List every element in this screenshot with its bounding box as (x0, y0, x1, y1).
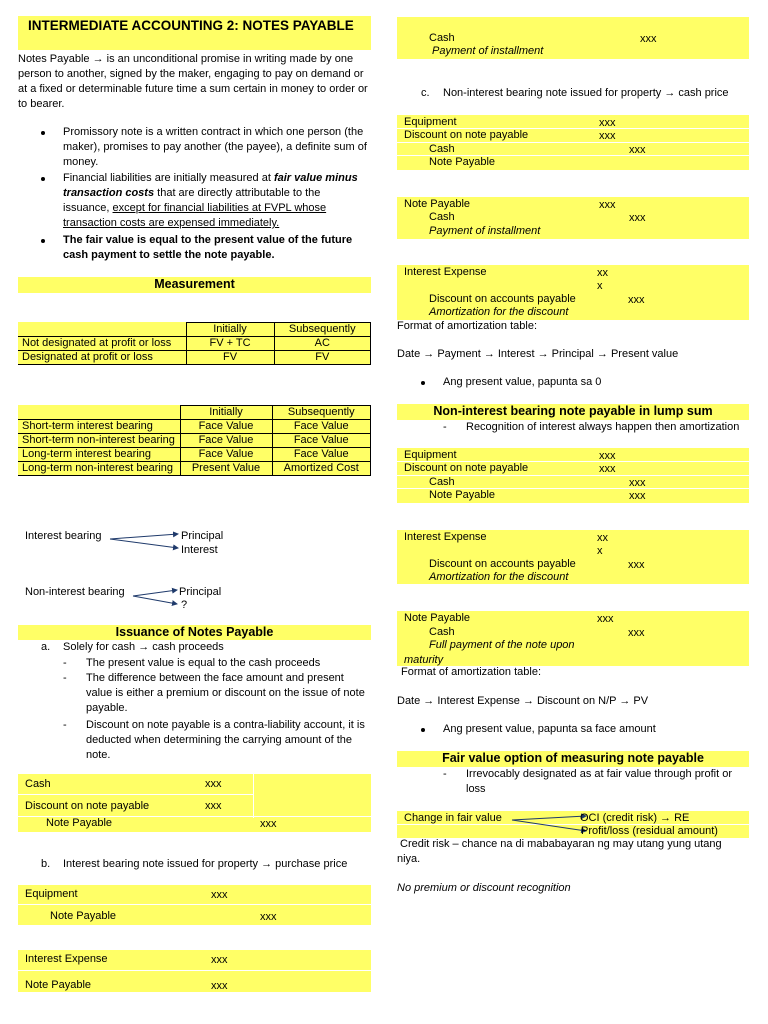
entry-amount: xxx (629, 212, 646, 224)
amortization-note: Ang present value, papunta sa 0 (443, 376, 602, 388)
credit-risk-note: Credit risk – chance na di mababayaran ng may utang yung utang niya. (397, 838, 722, 865)
no-premium-note: No premium or discount recognition (397, 882, 571, 894)
table-header-cell (18, 406, 180, 420)
entry-account: Cash (429, 476, 455, 488)
issuance-a-item: Discount on note payable is a contra-liability account, it is deducted when determining the carrying amount of the note. (86, 719, 365, 761)
entry-amount-wrap: x (597, 545, 603, 557)
issuance-a-item: The present value is equal to the cash proceeds (86, 657, 321, 669)
fvo-note: Irrevocably designated as at fair value through profit or loss (466, 768, 732, 795)
amortization-format-label: Format of amortization table: (401, 666, 542, 678)
entry-amount: xxx (205, 778, 222, 790)
list-letter: c. (421, 87, 430, 99)
table-cell: FV (186, 351, 274, 365)
entry-amount: xxx (640, 33, 657, 45)
entry-amount: xxx (629, 144, 646, 156)
entry-account: Cash (429, 143, 455, 155)
entry-amount: xx (597, 267, 608, 279)
table-cell: Short-term interest bearing (18, 420, 180, 434)
table-cell: Long-term interest bearing (18, 448, 180, 462)
entry-account: Equipment (404, 116, 457, 128)
measurement-heading: Measurement (154, 277, 235, 291)
non-interest-bearing-principal: Principal (179, 586, 222, 598)
entry-account: Cash (429, 32, 455, 44)
entry-amount: xxx (599, 463, 616, 475)
entry-account: Discount on accounts payable (429, 293, 576, 305)
entry-amount: xx (597, 532, 608, 544)
bullet-financial-liabilities: Financial liabilities are initially measured at fair value minus transaction costs that are directly attributable to the issuance, except for financial liabilities at FVPL whose transaction costs are expensed immediately. (63, 172, 358, 229)
dash: - (63, 719, 67, 731)
entry-memo: Amortization for the discount (429, 571, 569, 583)
entry-amount: xxx (205, 800, 222, 812)
intro-paragraph: Notes Payable → is an unconditional promise in writing made by one person to another, signed by the maker, engaging to pay on demand or at a fixed or determinable future time a sum certain in money to order or to bearer. (18, 53, 368, 110)
bullet-dot (41, 177, 45, 181)
entry-account: Interest Expense (25, 953, 108, 965)
interest-bearing-label: Interest bearing (25, 530, 102, 542)
issuance-heading: Issuance of Notes Payable (115, 625, 274, 639)
entry-account: Equipment (25, 888, 78, 900)
entry-account: Note Payable (50, 910, 117, 922)
table-header-cell: Initially (186, 323, 274, 337)
bullet-dot (421, 381, 425, 385)
entry-divider (18, 904, 371, 905)
entry-account: Equipment (404, 449, 457, 461)
entry-amount: xxx (599, 450, 616, 462)
entry-amount: xxx (211, 980, 228, 992)
table-cell: Not designated at profit or loss (18, 337, 186, 351)
issuance-c-text: Non-interest bearing note issued for property → cash price (443, 87, 729, 99)
entry-amount: xxx (599, 199, 616, 211)
table-row (18, 420, 371, 434)
table-cell: Amortized Cost (272, 462, 371, 476)
table-cell: Long-term non-interest bearing (18, 462, 180, 476)
amortization-format-sequence: Date → Payment → Interest → Principal → Present value (397, 348, 679, 360)
dash: - (443, 768, 447, 780)
fvo-change-label: Change in fair value (404, 812, 502, 824)
entry-account: Note Payable (429, 156, 496, 168)
fvo-oci: OCI (credit risk) → RE (580, 812, 690, 824)
issuance-a-item: The difference between the face amount and present value is either a premium or discount on the issue of note payable. (86, 672, 365, 714)
entry-account: Note Payable (25, 979, 92, 991)
measurement-table-term (18, 405, 371, 476)
table-cell: Face Value (180, 420, 272, 434)
entry-amount: xxx (260, 911, 277, 923)
issuance-b-text: Interest bearing note issued for property → purchase price (63, 858, 348, 870)
table-header-cell: Initially (180, 406, 272, 420)
issuance-a-text: Solely for cash → cash proceeds (63, 641, 224, 653)
table-row (18, 351, 371, 365)
table-cell: Face Value (272, 448, 371, 462)
entry-account: Discount on note payable (404, 462, 529, 474)
bullet-dot (41, 131, 45, 135)
entry-divider (253, 774, 254, 818)
table-row (18, 462, 371, 476)
entry-account: Interest Expense (404, 531, 487, 543)
entry-account: Note Payable (404, 612, 471, 624)
table-cell: FV + TC (186, 337, 274, 351)
non-interest-bearing-question: ? (181, 599, 188, 611)
table-cell: FV (274, 351, 371, 365)
table-row (18, 337, 371, 351)
bullet-promissory-note: Promissory note is a written contract in which one person (the maker), promises to pay another (the payee), a definite sum of money. (63, 126, 367, 168)
split-arrows (108, 530, 188, 560)
table-header-cell: Subsequently (274, 323, 371, 337)
list-letter: b. (41, 858, 51, 870)
entry-amount: xxx (211, 889, 228, 901)
table-row (18, 434, 371, 448)
entry-amount: xxx (628, 559, 645, 571)
entry-amount: xxx (260, 818, 277, 830)
entry-amount: xxx (599, 117, 616, 129)
bullet-fair-value: The fair value is equal to the present value of the future cash payment to settle the note payable. (63, 234, 353, 261)
entry-account: Note Payable (46, 817, 113, 829)
entry-memo: Payment of installment (429, 225, 541, 237)
entry-amount: xxx (629, 490, 646, 502)
entry-account: Note Payable (429, 489, 496, 501)
bullet-dot (41, 239, 45, 243)
lump-sum-heading: Non-interest bearing note payable in lump sum (433, 404, 713, 418)
table-cell: Present Value (180, 462, 272, 476)
amortization-format-label: Format of amortization table: (397, 320, 538, 332)
entry-account: Discount on note payable (404, 129, 529, 141)
bullet-dot (421, 728, 425, 732)
table-cell: AC (274, 337, 371, 351)
entry-amount: xxx (599, 130, 616, 142)
entry-account: Discount on note payable (25, 800, 150, 812)
entry-account: Interest Expense (404, 266, 487, 278)
entry-memo: Full payment of the note upon maturity (404, 639, 575, 666)
amortization-note: Ang present value, papunta sa face amount (443, 723, 656, 735)
entry-memo: Amortization for the discount (429, 306, 569, 318)
entry-account: Cash (25, 778, 51, 790)
entry-account: Cash (429, 211, 455, 223)
entry-amount: xxx (629, 477, 646, 489)
entry-memo: Payment of installment (432, 45, 544, 57)
table-header-row (18, 323, 371, 337)
entry-divider (18, 970, 371, 971)
interest-bearing-interest: Interest (181, 544, 218, 556)
lump-sum-note: Recognition of interest always happen then amortization (466, 421, 740, 433)
list-letter: a. (41, 641, 51, 653)
table-cell: Face Value (180, 448, 272, 462)
table-cell: Designated at profit or loss (18, 351, 186, 365)
table-header-cell (18, 323, 186, 337)
table-header-row (18, 406, 371, 420)
non-interest-bearing-label: Non-interest bearing (25, 586, 125, 598)
entry-amount: xxx (628, 627, 645, 639)
measurement-table-designation (18, 322, 371, 365)
dash: - (63, 657, 67, 669)
dash: - (63, 672, 67, 684)
amortization-format-sequence: Date → Interest Expense → Discount on N/P → PV (397, 695, 649, 707)
entry-divider (18, 794, 254, 795)
table-header-cell: Subsequently (272, 406, 371, 420)
fvo-heading: Fair value option of measuring note payable (442, 751, 704, 765)
entry-account: Discount on accounts payable (429, 558, 576, 570)
page-title: INTERMEDIATE ACCOUNTING 2: NOTES PAYABLE (28, 18, 354, 33)
fvo-profit-loss: Profit/loss (residual amount) (581, 825, 718, 837)
table-cell: Face Value (272, 420, 371, 434)
entry-amount: xxx (628, 294, 645, 306)
table-row (18, 448, 371, 462)
entry-amount: xxx (597, 613, 614, 625)
dash: - (443, 421, 447, 433)
entry-amount-wrap: x (597, 280, 603, 292)
table-cell: Face Value (180, 434, 272, 448)
entry-account: Cash (429, 626, 455, 638)
entry-account: Note Payable (404, 198, 471, 210)
table-cell: Short-term non-interest bearing (18, 434, 180, 448)
table-cell: Face Value (272, 434, 371, 448)
entry-amount: xxx (211, 954, 228, 966)
interest-bearing-principal: Principal (181, 530, 224, 542)
